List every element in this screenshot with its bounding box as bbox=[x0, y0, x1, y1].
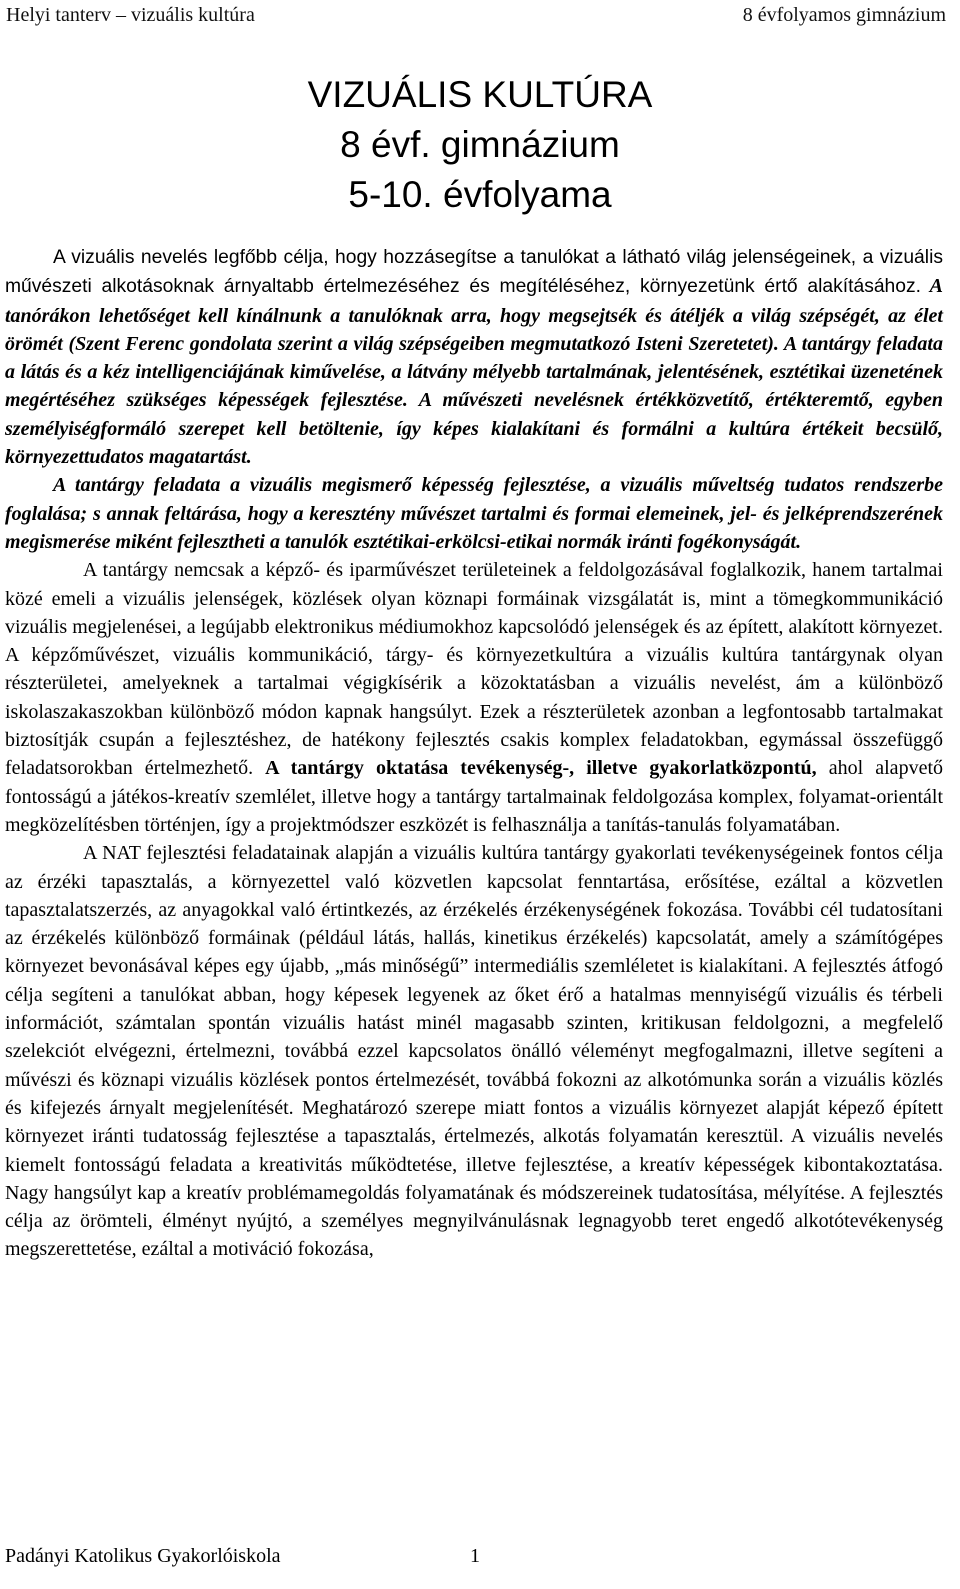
paragraph-1-intro: A vizuális nevelés legfőbb célja, hogy hozzásegítse a tanulókat a látható világ jelenségeinek, a vizuális művészeti alkotásoknak árnyaltabb értelmezéséhez és megítéléséhez, környezetünk értő alakításához. bbox=[5, 247, 943, 298]
document-body bbox=[5, 243, 943, 1264]
title-line-2: 8 évf. gimnázium bbox=[340, 124, 620, 165]
document-title bbox=[0, 70, 960, 220]
paragraph-3-bold: A tantárgy oktatása tevékenység-, illetve gyakorlatközpontú, bbox=[265, 757, 817, 780]
paragraph-3-text-c: ahol alapvető fontosságú a játékos-kreatív szemlélet, illetve hogy a tantárgy tartalmainak feldolgozása komplex, folyamat-orientált megközelítésben történjen, így a projektmódszer eszközét is felhasználja a tanítás-tanulás folyamatában. bbox=[5, 757, 943, 836]
page-footer bbox=[5, 1542, 480, 1570]
page-number: 1 bbox=[470, 1545, 480, 1567]
header-left: Helyi tanterv – vizuális kultúra bbox=[6, 4, 255, 26]
header-right: 8 évfolyamos gimnázium bbox=[742, 4, 946, 26]
paragraph-3-text-a: A tantárgy nemcsak a képző- és iparművészet területeinek a feldolgozásával foglalkozik, hanem tartalmai közé emeli a vizuális jelenségek, közlések olyan köznapi formáinak vizsgálatát is, mint a tömegkommunikáció vizuális megjelenései, a legújabb elektronikus médiumokhoz kapcsolódó jelenségek és az épített, alakított környezet. A képzőművészet, vizuális kommunikáció, tárgy- és környezetkultúra a vizuális kultúra tantárgynak olyan részterületei, amelyeknek a tartalmai végigkísérik a közoktatásban a vizuális nevelést, ám a különböző iskolaszakaszokban különböző módon kapnak hangsúlyt. Ezek a részterületek azonban a legfontosabb tartalmakat biztosítják csupán a fejlesztéshez, de hatékony fejlesztés csakis komplex feladatokban, egymással összefüggő feladatsorokban értelmezhető. bbox=[5, 559, 943, 780]
footer-school: Padányi Katolikus Gyakorlóiskola bbox=[5, 1545, 281, 1567]
title-line-3: 5-10. évfolyama bbox=[348, 174, 612, 215]
paragraph-2: A tantárgy feladata a vizuális megismerő képesség fejlesztése, a vizuális műveltség tudatos rendszerbe foglalása; s annak feltárása, hogy a keresztény művészet tartalmi és formai elemeinek, jel- és jelképrendszerének megismerése miként fejlesztheti a tanulók esztétikai-erkölcsi-etikai normák iránti fogékonyságát. bbox=[5, 474, 943, 553]
paragraph-3 bbox=[5, 556, 943, 839]
title-line-1: VIZUÁLIS KULTÚRA bbox=[307, 74, 653, 115]
paragraph-1 bbox=[5, 243, 943, 471]
paragraph-4: A NAT fejlesztési feladatainak alapján a vizuális kultúra tantárgy gyakorlati tevékenységeinek fontos célja az érzéki tapasztalás, a környezettel való közvetlen kapcsolat fenntartása, erősítése, ezáltal a közvetlen tapasztalatszerzés, az anyagokkal való értintkezés, az érzékelés érzékenységének fokozása. További cél tudatosítani az érzékelés különböző formáinak (például látás, hallás, kinetikus érzékelés) kapcsolatát, amely a számítógépes környezet bevonásával képes egy újabb, „más minőségű” intermediális szemléletet is kialakítani. A fejlesztés átfogó célja segíteni a tanulókat abban, hogy képesek legyenek az őket érő a hatalmas mennyiségű vizuális és térbeli információt, számtalan spontán vizuális hatást minél magasabb szinten, kritikusan feldolgozni, a megfelelő szelekciót elvégezni, értelmezni, továbbá ezzel kapcsolatos önálló véleményt megfogalmazni, illetve segíteni a művészi és köznapi vizuális közlések pontos értelmezését, továbbá fokozni az alkotómunka során a vizuális közlés és kifejezés árnyalt megjelenítését. Meghatározó szerepe miatt fontos a vizuális környezet alapját képező épített környezet iránti tudatosság fejlesztése a tapasztalás, értelmezés, alkotás folyamatán keresztül. A vizuális nevelés kiemelt fontosságú feladata a kreativitás működtetése, illetve fejlesztése, a kreatív képességek kibontakoztatása. Nagy hangsúlyt kap a kreatív problémamegoldás folyamatának és módszereinek tudatosítása, mélyítése. A fejlesztés célja az örömteli, élményt nyújtó, a személyes megnyilvánulásnak legnagyobb teret engedő alkotótevékenység megszerettetése, ezáltal a motiváció fokozása, bbox=[5, 842, 943, 1261]
running-header bbox=[6, 0, 946, 30]
paragraph-1-emphasis: A tanórákon lehetőséget kell kínálnunk a tanulóknak arra, hogy megsejtsék és átéljék a világ szépségét, az élet örömét (Szent Ferenc gondolata szerint a világ szépségeiben megmutatkozó Isteni Szeretetet). A tantárgy feladata a látás és a kéz intelligenciájának kiművelése, a látvány mélyebb tartalmának, jelentésének, esztétikai üzenetének megértéséhez szükséges képességek fejlesztése. A művészeti nevelésnek értékközvetítő, értékteremtő, egyben személyiségformáló szerepet kell betöltenie, így képes kialakítani és formálni a kultúra értékeit becsülő, környezettudatos magatartást. bbox=[5, 275, 943, 469]
